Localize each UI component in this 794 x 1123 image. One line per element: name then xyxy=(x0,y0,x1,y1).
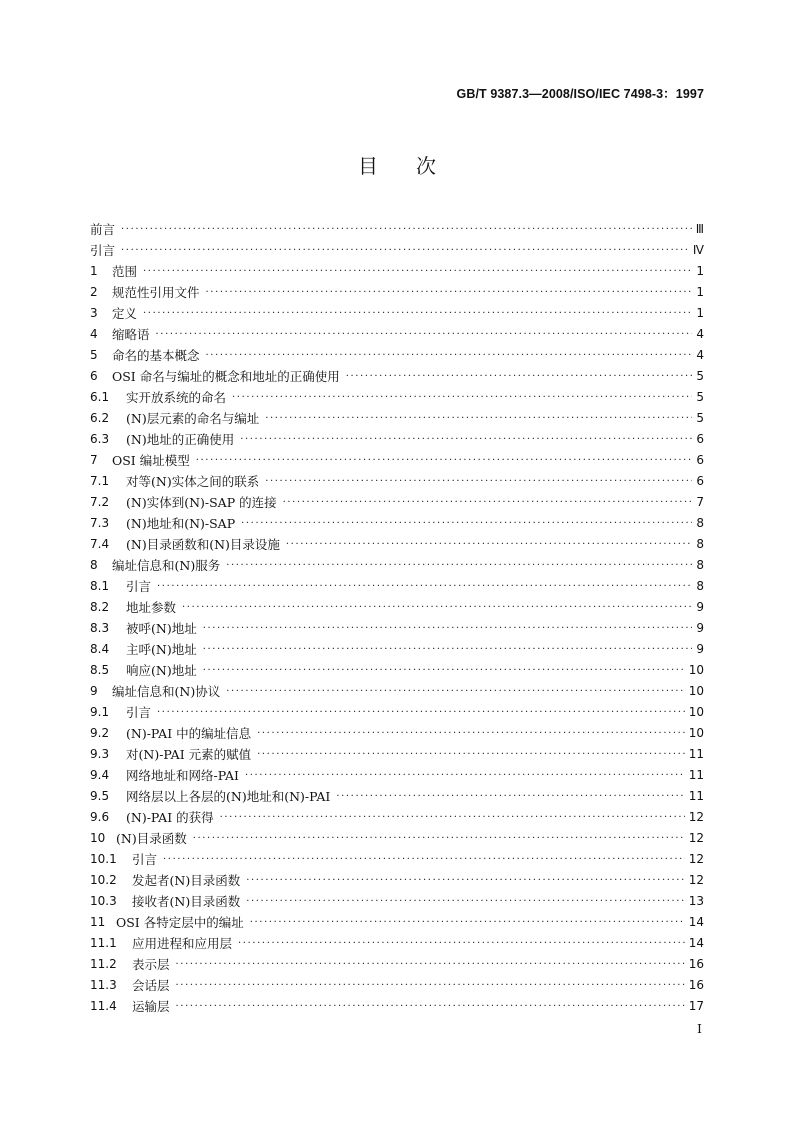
toc-entry[interactable] xyxy=(90,891,704,912)
toc-entry-title: (N)实体到(N)-SAP 的连接 xyxy=(126,495,277,510)
toc-entry-page: 12 xyxy=(688,852,704,866)
toc-entry[interactable] xyxy=(90,261,704,282)
toc-entry-title: 响应(N)地址 xyxy=(126,663,197,678)
toc-entry-page: 8 xyxy=(696,537,704,551)
toc-entry-number: 9.2 xyxy=(90,726,110,740)
toc-entry-page: 5 xyxy=(696,411,704,425)
toc-entry-number: 1 xyxy=(90,264,98,278)
toc-entry-page: 13 xyxy=(688,894,704,908)
dot-leader xyxy=(163,849,685,870)
toc-entry[interactable] xyxy=(90,492,704,513)
toc-entry-page: 4 xyxy=(696,327,704,341)
toc-entry-page: 5 xyxy=(696,390,704,404)
toc-entry-page: 9 xyxy=(696,621,704,635)
toc-entry[interactable] xyxy=(90,933,704,954)
toc-entry[interactable] xyxy=(90,849,704,870)
toc-entry-title: 引言 xyxy=(132,852,158,867)
toc-entry-number: 9.1 xyxy=(90,705,110,719)
toc-entry-title: 表示层 xyxy=(132,957,170,972)
dot-leader xyxy=(257,744,685,765)
toc-entry-number: 9 xyxy=(90,684,98,698)
dot-leader xyxy=(346,366,693,387)
dot-leader xyxy=(176,954,685,975)
toc-entry[interactable] xyxy=(90,513,704,534)
toc-entry-title: (N)层元素的命名与编址 xyxy=(126,411,260,426)
toc-entry-number: 6 xyxy=(90,369,98,383)
dot-leader xyxy=(241,513,692,534)
toc-entry[interactable] xyxy=(90,282,704,303)
toc-entry[interactable] xyxy=(90,786,704,807)
toc-entry[interactable] xyxy=(90,555,704,576)
toc-entry-number: 8.5 xyxy=(90,663,110,677)
toc-entry-page: 11 xyxy=(688,789,704,803)
dot-leader xyxy=(257,723,685,744)
toc-entry[interactable] xyxy=(90,240,704,261)
toc-entry-number: 2 xyxy=(90,285,98,299)
toc-entry-page: 6 xyxy=(696,453,704,467)
toc-entry-title: 发起者(N)目录函数 xyxy=(132,873,241,888)
dot-leader xyxy=(203,639,693,660)
toc-entry[interactable] xyxy=(90,870,704,891)
toc-entry[interactable] xyxy=(90,723,704,744)
toc-entry-page: 5 xyxy=(696,369,704,383)
toc-entry-title: 规范性引用文件 xyxy=(112,285,200,300)
toc-entry-title: 前言 xyxy=(90,222,116,237)
toc-entry-number: 8.3 xyxy=(90,621,110,635)
toc-entry-number: 11.2 xyxy=(90,957,117,971)
dot-leader xyxy=(245,765,685,786)
toc-entry[interactable] xyxy=(90,765,704,786)
dot-leader xyxy=(196,450,693,471)
toc-entry[interactable] xyxy=(90,471,704,492)
toc-entry-number: 11.4 xyxy=(90,999,117,1013)
toc-entry-page: 9 xyxy=(696,642,704,656)
dot-leader xyxy=(206,282,693,303)
dot-leader xyxy=(265,408,692,429)
toc-entry[interactable] xyxy=(90,597,704,618)
toc-entry[interactable] xyxy=(90,639,704,660)
toc-entry[interactable] xyxy=(90,324,704,345)
toc-entry-page: 16 xyxy=(688,957,704,971)
toc-entry-page: 14 xyxy=(688,936,704,950)
toc-entry-title: 接收者(N)目录函数 xyxy=(132,894,241,909)
dot-leader xyxy=(156,324,693,345)
toc-entry-title: (N)-PAI 中的编址信息 xyxy=(126,726,252,741)
toc-entry-number: 8.2 xyxy=(90,600,110,614)
toc-entry[interactable] xyxy=(90,660,704,681)
toc-entry-number: 8.1 xyxy=(90,579,110,593)
toc-entry-number: 7.2 xyxy=(90,495,110,509)
toc-entry-page: 4 xyxy=(696,348,704,362)
toc-entry-page: 12 xyxy=(688,831,704,845)
toc-entry-title: 对(N)-PAI 元素的赋值 xyxy=(126,747,252,762)
toc-entry-number: 3 xyxy=(90,306,98,320)
toc-entry-title: 对等(N)实体之间的联系 xyxy=(126,474,260,489)
page-title: 目次 xyxy=(358,154,474,178)
toc-entry-page: 8 xyxy=(696,516,704,530)
toc-entry[interactable] xyxy=(90,912,704,933)
toc-entry-title: 定义 xyxy=(112,306,138,321)
toc-entry-page: 1 xyxy=(696,264,704,278)
dot-leader xyxy=(203,660,685,681)
toc-entry-number: 4 xyxy=(90,327,98,341)
toc-entry[interactable] xyxy=(90,744,704,765)
toc-entry[interactable] xyxy=(90,576,704,597)
dot-leader xyxy=(283,492,693,513)
toc-entry-title: 运输层 xyxy=(132,999,170,1014)
toc-entry-page: 12 xyxy=(688,810,704,824)
toc-entry-number: 6.1 xyxy=(90,390,110,404)
toc-entry-number: 5 xyxy=(90,348,98,362)
toc-entry[interactable] xyxy=(90,345,704,366)
toc-entry[interactable] xyxy=(90,219,704,240)
toc-entry-title: OSI 编址模型 xyxy=(112,453,190,468)
toc-entry-number: 6.3 xyxy=(90,432,110,446)
dot-leader xyxy=(226,681,685,702)
toc-entry[interactable] xyxy=(90,366,704,387)
toc-entry[interactable] xyxy=(90,996,704,1017)
toc-entry-page: 8 xyxy=(696,558,704,572)
toc-entry-title: 实开放系统的命名 xyxy=(126,390,227,405)
toc-entry[interactable] xyxy=(90,387,704,408)
toc-entry-number: 6.2 xyxy=(90,411,110,425)
toc-entry-number: 9.5 xyxy=(90,789,110,803)
toc-entry-number: 8.4 xyxy=(90,642,110,656)
dot-leader xyxy=(220,807,685,828)
toc-entry-title: 网络层以上各层的(N)地址和(N)-PAI xyxy=(126,789,331,804)
toc-entry-page: 6 xyxy=(696,432,704,446)
toc-entry-title: 引言 xyxy=(90,243,116,258)
toc-entry-page: 6 xyxy=(696,474,704,488)
toc-entry-page: 10 xyxy=(688,684,704,698)
toc-entry[interactable] xyxy=(90,618,704,639)
toc-entry-number: 9.3 xyxy=(90,747,110,761)
standard-code-header: GB/T 9387.3—2008/ISO/IEC 7498-3：1997 xyxy=(456,87,704,101)
toc-entry[interactable] xyxy=(90,450,704,471)
toc-entry-page: 12 xyxy=(688,873,704,887)
toc-entry-page: 1 xyxy=(696,285,704,299)
toc-entry-page: 14 xyxy=(688,915,704,929)
dot-leader xyxy=(182,597,692,618)
dot-leader xyxy=(176,975,685,996)
toc-entry-title: 会话层 xyxy=(132,978,170,993)
dot-leader xyxy=(121,219,692,240)
dot-leader xyxy=(250,912,685,933)
toc-entry-title: 地址参数 xyxy=(126,600,177,615)
dot-leader xyxy=(232,387,692,408)
dot-leader xyxy=(238,933,685,954)
toc-entry[interactable] xyxy=(90,975,704,996)
dot-leader xyxy=(265,471,692,492)
dot-leader xyxy=(286,534,692,555)
toc-entry[interactable] xyxy=(90,681,704,702)
toc-entry-page: 17 xyxy=(688,999,704,1013)
toc-entry-title: 引言 xyxy=(126,705,152,720)
dot-leader xyxy=(246,891,685,912)
toc-entry[interactable] xyxy=(90,408,704,429)
toc-entry-page: 11 xyxy=(688,747,704,761)
dot-leader xyxy=(121,240,689,261)
toc-entry-title: (N)地址的正确使用 xyxy=(126,432,235,447)
toc-entry-page: Ⅲ xyxy=(695,222,704,236)
toc-entry-title: 应用进程和应用层 xyxy=(132,936,233,951)
toc-entry-title: 被呼(N)地址 xyxy=(126,621,197,636)
toc-entry-page: 7 xyxy=(696,495,704,509)
toc-entry-number: 8 xyxy=(90,558,98,572)
dot-leader xyxy=(203,618,693,639)
dot-leader xyxy=(157,702,685,723)
toc-entry[interactable] xyxy=(90,828,704,849)
toc-entry-title: (N)目录函数 xyxy=(116,831,187,846)
toc-entry-page: 9 xyxy=(696,600,704,614)
table-of-contents xyxy=(90,219,704,1017)
dot-leader xyxy=(206,345,693,366)
toc-entry[interactable] xyxy=(90,954,704,975)
dot-leader xyxy=(336,786,684,807)
toc-entry-title: OSI 各特定层中的编址 xyxy=(116,915,244,930)
toc-entry-number: 10 xyxy=(90,831,106,845)
toc-entry-title: 缩略语 xyxy=(112,327,150,342)
toc-entry-title: 范围 xyxy=(112,264,138,279)
toc-entry-number: 9.4 xyxy=(90,768,110,782)
toc-entry-page: 10 xyxy=(688,705,704,719)
toc-entry-page: 10 xyxy=(688,726,704,740)
toc-entry-title: (N)目录函数和(N)目录设施 xyxy=(126,537,280,552)
dot-leader xyxy=(226,555,692,576)
dot-leader xyxy=(246,870,685,891)
dot-leader xyxy=(176,996,685,1017)
toc-entry-number: 10.2 xyxy=(90,873,117,887)
toc-entry[interactable] xyxy=(90,429,704,450)
toc-entry-number: 11.3 xyxy=(90,978,117,992)
dot-leader xyxy=(157,576,692,597)
toc-entry-title: 编址信息和(N)协议 xyxy=(112,684,221,699)
dot-leader xyxy=(193,828,685,849)
toc-entry-number: 7 xyxy=(90,453,98,467)
toc-entry-number: 7.1 xyxy=(90,474,110,488)
toc-entry-title: 引言 xyxy=(126,579,152,594)
toc-entry-number: 11 xyxy=(90,915,106,929)
toc-entry-title: (N)地址和(N)-SAP xyxy=(126,516,236,531)
toc-entry-number: 10.3 xyxy=(90,894,117,908)
toc-entry-number: 7.3 xyxy=(90,516,110,530)
dot-leader xyxy=(240,429,692,450)
toc-entry[interactable] xyxy=(90,303,704,324)
toc-entry[interactable] xyxy=(90,807,704,828)
toc-entry-page: 11 xyxy=(688,768,704,782)
toc-entry-number: 7.4 xyxy=(90,537,110,551)
toc-entry-title: (N)-PAI 的获得 xyxy=(126,810,214,825)
toc-entry-title: 命名的基本概念 xyxy=(112,348,200,363)
dot-leader xyxy=(143,303,692,324)
toc-entry-title: 编址信息和(N)服务 xyxy=(112,558,221,573)
toc-entry-page: 1 xyxy=(696,306,704,320)
toc-entry-page: 8 xyxy=(696,579,704,593)
footer-page-number: Ⅰ xyxy=(697,1021,702,1036)
dot-leader xyxy=(143,261,692,282)
toc-entry-page: Ⅳ xyxy=(692,243,704,257)
toc-entry-number: 11.1 xyxy=(90,936,117,950)
toc-entry-title: 网络地址和网络-PAI xyxy=(126,768,239,783)
toc-entry-title: OSI 命名与编址的概念和地址的正确使用 xyxy=(112,369,340,384)
toc-entry-page: 16 xyxy=(688,978,704,992)
toc-entry-number: 10.1 xyxy=(90,852,117,866)
toc-entry[interactable] xyxy=(90,702,704,723)
toc-entry[interactable] xyxy=(90,534,704,555)
toc-entry-title: 主呼(N)地址 xyxy=(126,642,197,657)
toc-entry-page: 10 xyxy=(688,663,704,677)
toc-entry-number: 9.6 xyxy=(90,810,110,824)
